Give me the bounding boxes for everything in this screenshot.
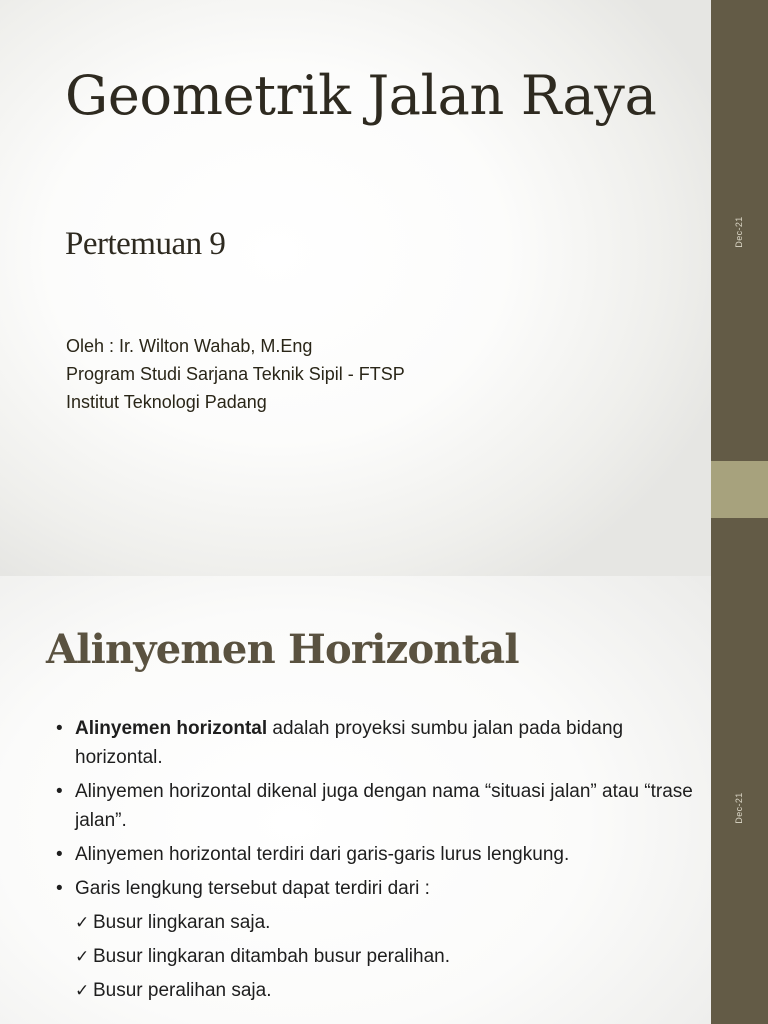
author-line: Oleh : Ir. Wilton Wahab, M.Eng xyxy=(66,336,313,356)
slide-heading: Alinyemen Horizontal xyxy=(46,626,519,673)
bullet-dot-icon: • xyxy=(56,878,63,899)
slide-date: Dec-21 xyxy=(734,792,744,824)
checkmark-icon: ✓ xyxy=(75,981,90,1001)
slide-subtitle: Pertemuan 9 xyxy=(65,226,226,262)
bullet-text: adalah proyeksi sumbu jalan pada bidang horizontal. xyxy=(75,718,624,768)
check-item-text: Busur lingkaran ditambah busur peralihan. xyxy=(93,946,450,967)
bullet-item xyxy=(56,874,696,903)
check-item-text: Busur peralihan saja. xyxy=(93,980,272,1001)
program-line: Program Studi Sarjana Teknik Sipil - FTSP xyxy=(66,364,405,384)
sidebar-accent-block xyxy=(711,461,768,518)
bullet-dot-icon: • xyxy=(56,844,63,865)
slide-title: Geometrik Jalan Raya xyxy=(65,64,657,127)
bullet-item xyxy=(56,840,696,869)
checkmark-icon: ✓ xyxy=(75,913,90,933)
bullet-text: Alinyemen horizontal dikenal juga dengan nama “situasi jalan” atau “trase jalan”. xyxy=(75,781,693,831)
author-info xyxy=(66,332,405,416)
check-item xyxy=(56,908,696,938)
check-item xyxy=(56,976,696,1006)
bullet-text: Garis lengkung tersebut dapat terdiri dari : xyxy=(75,878,430,899)
check-item xyxy=(56,942,696,972)
bullet-text: Alinyemen horizontal terdiri dari garis-garis lurus lengkung. xyxy=(75,844,570,865)
bullet-item xyxy=(56,714,696,772)
check-item-text: Busur lingkaran saja. xyxy=(93,912,271,933)
bullet-bold-term: Alinyemen horizontal xyxy=(75,718,268,739)
content-slide xyxy=(0,576,768,1024)
bullet-dot-icon: • xyxy=(56,718,63,739)
bullet-list xyxy=(56,714,696,1010)
bullet-item xyxy=(56,777,696,835)
bullet-dot-icon: • xyxy=(56,781,63,802)
institute-line: Institut Teknologi Padang xyxy=(66,392,267,412)
checkmark-icon: ✓ xyxy=(75,947,90,967)
slide-date: Dec-21 xyxy=(734,216,744,248)
